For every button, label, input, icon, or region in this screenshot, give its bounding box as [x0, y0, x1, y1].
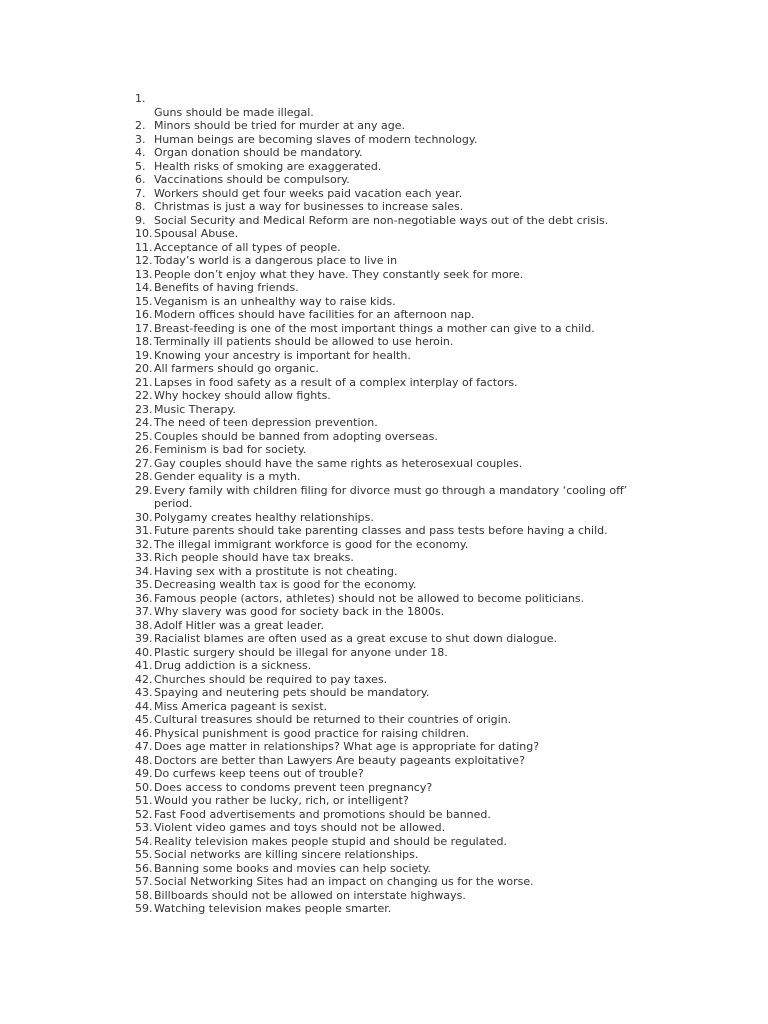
list-item-text: Cultural treasures should be returned to their countries of origin. [154, 713, 512, 726]
list-item-number: 16. [135, 308, 153, 321]
list-item [0, 389, 768, 403]
list-item-number: 37. [135, 605, 153, 618]
list-item-number: 4. [135, 146, 146, 159]
list-item [0, 578, 768, 592]
list-item-number: 6. [135, 173, 146, 186]
list-item-number: 42. [135, 672, 153, 686]
list-item-text: People don’t enjoy what they have. They constantly seek for more. [154, 267, 524, 281]
list-item [0, 605, 768, 619]
list-item [0, 794, 768, 808]
list-item-number: 31. [135, 524, 153, 537]
list-item-number: 27. [135, 456, 153, 470]
list-item-text: Gay couples should have the same rights as heterosexual couples. [154, 456, 523, 470]
list-item-number: 7. [135, 186, 146, 200]
list-item-number: 5. [135, 159, 146, 173]
list-item-text: Miss America pageant is sexist. [154, 699, 328, 713]
list-item [0, 349, 768, 363]
list-item-text: Churches should be required to pay taxes. [154, 672, 388, 686]
list-item-text: Watching television makes people smarter. [154, 902, 392, 915]
list-item-text: Social Networking Sites had an impact on changing us for the worse. [154, 875, 534, 888]
list-item-number: 45. [135, 713, 153, 726]
list-item-text: Acceptance of all types of people. [154, 240, 341, 254]
list-item-text: Terminally ill patients should be allowed to use heroin. [154, 335, 454, 348]
list-item [0, 835, 768, 849]
list-item-number: 13. [135, 267, 153, 281]
list-item-text: Why slavery was good for society back in the 1800s. [154, 605, 445, 618]
list-item-text: Billboards should not be allowed on interstate highways. [154, 888, 466, 902]
list-item [0, 551, 768, 565]
list-item-text: Veganism is an unhealthy way to raise kids. [154, 294, 396, 308]
list-item [0, 862, 768, 876]
list-item-number: 3. [135, 132, 146, 146]
list-item [0, 133, 768, 147]
list-item-number: 38. [135, 618, 153, 632]
list-item [0, 808, 768, 822]
list-item-text: The need of teen depression prevention. [154, 416, 378, 429]
list-item [0, 713, 768, 727]
list-item [0, 254, 768, 268]
list-item [0, 700, 768, 714]
list-item [0, 173, 768, 187]
list-item [0, 187, 768, 201]
list-item-text: Polygamy creates healthy relationships. [154, 510, 374, 524]
list-item-number: 10. [135, 227, 153, 240]
list-item-number: 1. [135, 92, 146, 105]
list-item-text: All farmers should go organic. [154, 362, 319, 375]
list-item-text: Plastic surgery should be illegal for anyone under 18. [154, 645, 448, 659]
list-item-number: 55. [135, 848, 153, 861]
list-item-text: Today’s world is a dangerous place to live in [154, 254, 398, 267]
list-item-text: Every family with children filing for divorce must go through a mandatory ‘cooling off’ period. [154, 483, 628, 510]
list-item-number: 26. [135, 443, 153, 456]
list-item-number: 39. [135, 632, 153, 645]
list-item-text: Would you rather be lucky, rich, or intelligent? [154, 794, 409, 807]
list-item [0, 632, 768, 646]
list-item-number: 34. [135, 564, 153, 578]
list-item-number: 11. [135, 240, 153, 254]
list-item [0, 281, 768, 295]
list-item-number: 33. [135, 551, 153, 564]
list-item-number: 43. [135, 686, 153, 699]
list-item-text: Gender equality is a myth. [154, 470, 301, 483]
list-item-text: Modern offices should have facilities for an afternoon nap. [154, 308, 475, 321]
list-item-number: 24. [135, 416, 153, 429]
list-item-text: Knowing your ancestry is important for health. [154, 348, 411, 362]
list-item-number: 20. [135, 362, 153, 375]
list-item-number: 28. [135, 470, 153, 483]
list-item-number: 49. [135, 767, 153, 780]
list-item [0, 335, 768, 349]
list-item-number: 54. [135, 834, 153, 848]
list-item-number: 22. [135, 389, 153, 402]
list-item [0, 241, 768, 255]
list-item-text: Vaccinations should be compulsory. [154, 173, 350, 186]
list-item [0, 200, 768, 214]
list-item-text: Doctors are better than Lawyers Are beauty pageants exploitative? [154, 753, 525, 767]
list-item-text: Christmas is just a way for businesses to increase sales. [154, 200, 464, 213]
list-item-number: 25. [135, 429, 153, 443]
list-item [0, 740, 768, 754]
list-item [0, 889, 768, 903]
list-item-number: 40. [135, 645, 153, 659]
list-item-number: 29. [135, 483, 153, 497]
list-item-text: Reality television makes people stupid and should be regulated. [154, 834, 508, 848]
list-item-text: Organ donation should be mandatory. [154, 146, 363, 159]
list-item-text: Decreasing wealth tax is good for the economy. [154, 578, 417, 591]
list-item [0, 146, 768, 160]
list-item-number: 32. [135, 537, 153, 551]
list-item-text: The illegal immigrant workforce is good for the economy. [154, 537, 469, 551]
list-item-text: Benefits of having friends. [154, 281, 299, 294]
list-item-text: Racialist blames are often used as a great excuse to shut down dialogue. [154, 632, 557, 645]
list-item [0, 524, 768, 538]
list-item-number: 18. [135, 335, 153, 348]
list-item-text: Feminism is bad for society. [154, 443, 307, 456]
list-item-number: 58. [135, 888, 153, 902]
list-item-text: Violent video games and toys should not be allowed. [154, 821, 446, 834]
list-item [0, 268, 768, 282]
list-item-number: 44. [135, 699, 153, 713]
list-item [0, 821, 768, 835]
list-item-text: Future parents should take parenting classes and pass tests before having a child. [154, 524, 608, 537]
list-item-number: 21. [135, 375, 153, 389]
list-item-text: Social Security and Medical Reform are non-negotiable ways out of the debt crisis. [154, 213, 609, 227]
list-item [0, 376, 768, 390]
list-item-text: Rich people should have tax breaks. [154, 551, 354, 564]
list-item-number: 17. [135, 321, 153, 335]
list-item [0, 322, 768, 336]
list-item-text: Workers should get four weeks paid vacation each year. [154, 186, 463, 200]
list-item [0, 295, 768, 309]
list-item [0, 470, 768, 484]
list-item [0, 727, 768, 741]
list-item-text: Lapses in food safety as a result of a complex interplay of factors. [154, 375, 518, 389]
list-item-text: Drug addiction is a sickness. [154, 659, 312, 672]
list-item [0, 214, 768, 228]
list-item-text: Guns should be made illegal. [154, 105, 314, 119]
list-item [0, 767, 768, 781]
list-item-text: Do curfews keep teens out of trouble? [154, 767, 364, 780]
list-item [0, 511, 768, 525]
list-item-number: 41. [135, 659, 153, 672]
list-item [0, 92, 768, 119]
list-item [0, 686, 768, 700]
list-item-text: Does age matter in relationships? What age is appropriate for dating? [154, 740, 540, 753]
list-item [0, 659, 768, 673]
numbered-topic-list [0, 92, 768, 916]
list-item [0, 592, 768, 606]
list-item-text: Having sex with a prostitute is not cheating. [154, 564, 398, 578]
list-item-text: Why hockey should allow fights. [154, 389, 331, 402]
list-item [0, 443, 768, 457]
list-item [0, 902, 768, 916]
list-item [0, 538, 768, 552]
list-item [0, 227, 768, 241]
list-item-text: Spaying and neutering pets should be mandatory. [154, 686, 430, 699]
list-item-number: 50. [135, 780, 153, 794]
list-item-text: Human beings are becoming slaves of modern technology. [154, 132, 478, 146]
list-item-text: Music Therapy. [154, 402, 236, 416]
list-item [0, 673, 768, 687]
list-item-text: Fast Food advertisements and promotions should be banned. [154, 807, 491, 821]
list-item-number: 12. [135, 254, 153, 267]
list-item [0, 457, 768, 471]
list-item-number: 59. [135, 902, 153, 915]
list-item-text: Spousal Abuse. [154, 227, 239, 240]
list-item-number: 14. [135, 281, 153, 294]
list-item-number: 23. [135, 402, 153, 416]
list-item-text: Couples should be banned from adopting overseas. [154, 429, 438, 443]
list-item [0, 565, 768, 579]
list-item [0, 362, 768, 376]
list-item-text: Physical punishment is good practice for raising children. [154, 726, 470, 740]
list-item-number: 53. [135, 821, 153, 834]
list-item-number: 35. [135, 578, 153, 591]
list-item-text: Banning some books and movies can help society. [154, 861, 432, 875]
list-item-number: 57. [135, 875, 153, 888]
list-item [0, 619, 768, 633]
list-item-text: Famous people (actors, athletes) should not be allowed to become politicians. [154, 591, 585, 605]
list-item [0, 403, 768, 417]
list-item [0, 754, 768, 768]
list-item-number: 19. [135, 348, 153, 362]
list-item [0, 119, 768, 133]
list-item [0, 646, 768, 660]
list-item-number: 30. [135, 510, 153, 524]
list-item [0, 875, 768, 889]
list-item-number: 51. [135, 794, 153, 807]
list-item-number: 2. [135, 119, 146, 132]
list-item-number: 36. [135, 591, 153, 605]
list-item-text: Social networks are killing sincere relationships. [154, 848, 419, 861]
list-item-text: Does access to condoms prevent teen pregnancy? [154, 780, 433, 794]
list-item-text: Minors should be tried for murder at any age. [154, 119, 405, 132]
list-item [0, 848, 768, 862]
list-item-number: 52. [135, 807, 153, 821]
list-item-text: Adolf Hitler was a great leader. [154, 618, 325, 632]
list-item-number: 9. [135, 213, 146, 227]
list-item-text: Health risks of smoking are exaggerated. [154, 159, 382, 173]
list-item-number: 56. [135, 861, 153, 875]
list-item-number: 15. [135, 294, 153, 308]
list-item-text: Breast-feeding is one of the most important things a mother can give to a child. [154, 321, 595, 335]
list-item-number: 48. [135, 753, 153, 767]
list-item [0, 484, 768, 511]
list-item-number: 8. [135, 200, 146, 213]
list-item [0, 416, 768, 430]
list-item [0, 160, 768, 174]
list-item-number: 46. [135, 726, 153, 740]
list-item [0, 430, 768, 444]
list-item-number: 47. [135, 740, 153, 753]
list-item [0, 308, 768, 322]
list-item [0, 781, 768, 795]
